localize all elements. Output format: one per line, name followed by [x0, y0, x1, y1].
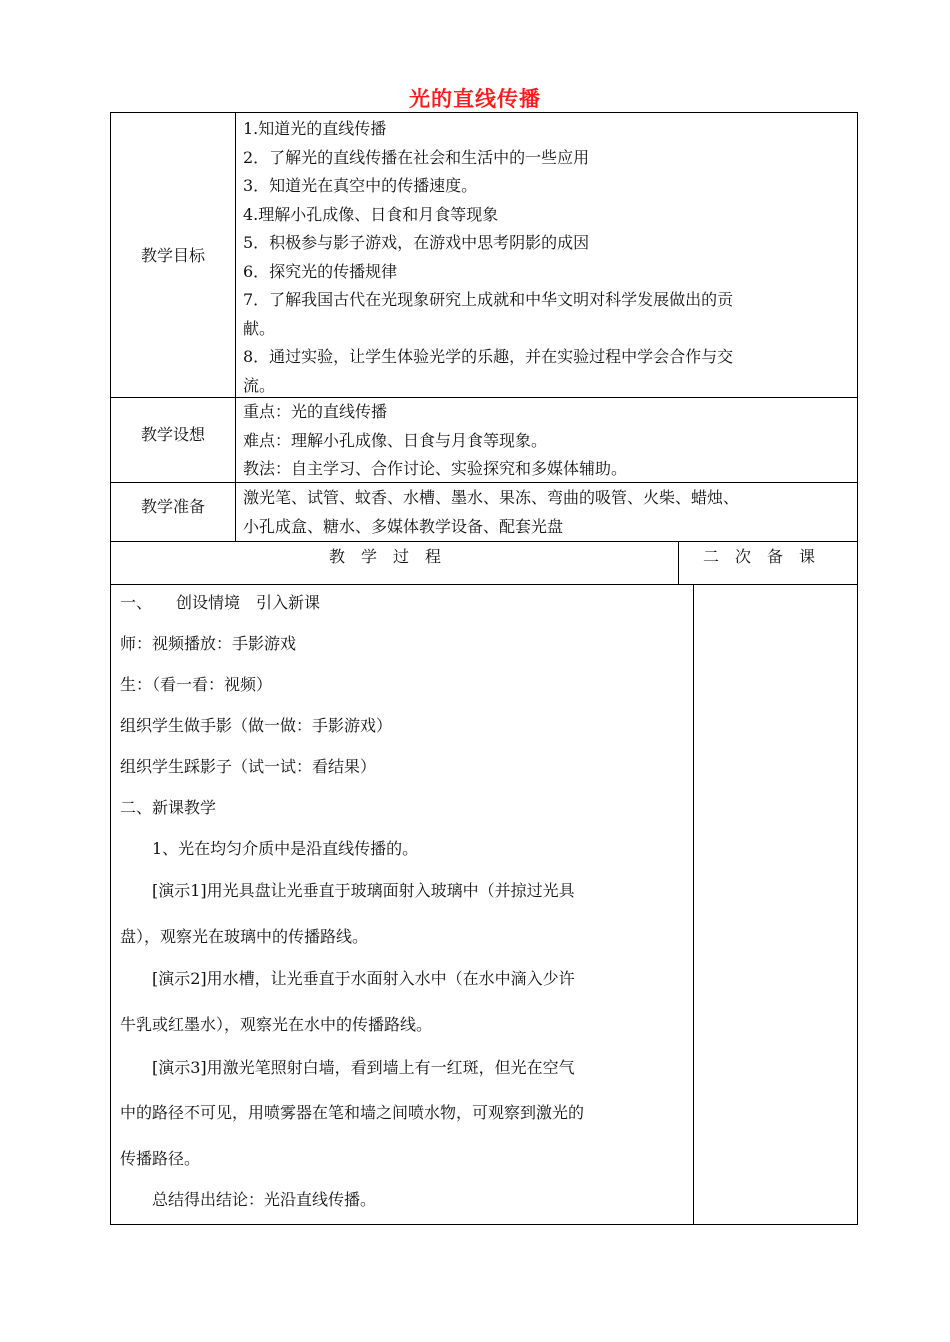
process-line: 组织学生做手影（做一做：手影游戏） — [120, 716, 393, 735]
lesson-plan-table — [110, 112, 858, 1225]
prep-content — [243, 484, 843, 541]
design-line: 教法：自主学习、合作讨论、实验探究和多媒体辅助。 — [243, 459, 628, 478]
page-title: 光的直线传播 — [409, 87, 541, 111]
process-line: 总结得出结论：光沿直线传播。 — [120, 1190, 377, 1209]
process-line: [演示3]用激光笔照射白墙，看到墙上有一红斑，但光在空气 — [120, 1058, 575, 1077]
goal-line: 7．了解我国古代在光现象研究上成就和中华文明对科学发展做出的贡 — [243, 290, 734, 309]
label-column-divider — [235, 113, 236, 541]
process-line: [演示2]用水槽，让光垂直于水面射入水中（在水中滴入少许 — [120, 969, 575, 988]
process-line: [演示1]用光具盘让光垂直于玻璃面射入玻璃中（并掠过光具 — [120, 881, 575, 900]
prep-line: 激光笔、试管、蚊香、水槽、墨水、果冻、弯曲的吸管、火柴、蜡烛、 — [243, 488, 740, 507]
goal-line: 4.理解小孔成像、日食和月食等现象 — [243, 204, 499, 224]
row-divider — [111, 584, 857, 585]
goal-line: 流。 — [243, 375, 276, 395]
process-line: 牛乳或红墨水），观察光在水中的传播路线。 — [120, 1015, 433, 1034]
process-line: 传播路径。 — [120, 1149, 201, 1168]
prep-label: 教学准备 — [140, 497, 205, 516]
process-line: 生：（看一看：视频） — [120, 675, 273, 694]
design-line: 重点：光的直线传播 — [243, 402, 388, 421]
header-column-divider — [678, 541, 679, 584]
process-line: 中的路径不可见，用喷雾器在笔和墙之间喷水物，可观察到激光的 — [120, 1103, 585, 1122]
process-line: 盘），观察光在玻璃中的传播路线。 — [120, 927, 369, 946]
design-label: 教学设想 — [140, 425, 205, 444]
goal-line: 献。 — [243, 318, 276, 338]
design-content — [243, 398, 843, 484]
goal-line: 5．积极参与影子游戏，在游戏中思考阴影的成因 — [243, 233, 590, 252]
process-line: 一、 创设情境 引入新课 — [120, 593, 321, 612]
row-divider — [111, 541, 857, 542]
process-line: 1、光在均匀介质中是沿直线传播的。 — [120, 839, 419, 858]
goals-content — [243, 115, 843, 400]
process-line: 师：视频播放：手影游戏 — [120, 634, 297, 653]
prep-line: 小孔成盒、糖水、多媒体教学设备、配套光盘 — [243, 516, 564, 536]
process-line: 二、新课教学 — [120, 798, 217, 817]
goals-label: 教学目标 — [140, 246, 205, 265]
notes-column-divider — [693, 584, 694, 1225]
process-line: 组织学生踩影子（试一试：看结果） — [120, 757, 377, 776]
secondary-prep-header: 二次备课 — [703, 547, 832, 566]
goal-line: 2．了解光的直线传播在社会和生活中的一些应用 — [243, 147, 590, 167]
goal-line: 1.知道光的直线传播 — [243, 119, 387, 138]
goal-line: 8．通过实验，让学生体验光学的乐趣，并在实验过程中学会合作与交 — [243, 347, 734, 366]
design-line: 难点：理解小孔成像、日食与月食等现象。 — [243, 430, 548, 450]
process-header: 教学过程 — [329, 547, 458, 566]
goal-line: 6．探究光的传播规律 — [243, 261, 398, 281]
goal-line: 3．知道光在真空中的传播速度。 — [243, 176, 478, 195]
